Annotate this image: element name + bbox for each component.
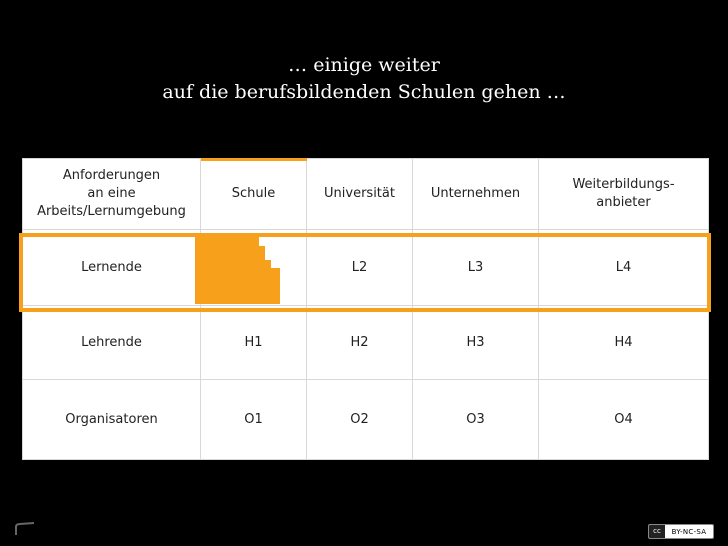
license-text: BY-NC-SA [671,527,707,536]
header-corner-line: an eine [87,186,136,201]
cc-icon: cc [649,525,665,538]
table-row-lernende [23,230,709,306]
header-universitaet: Universität [307,159,413,230]
slide-title-line2: auf die berufsbildenden Schulen gehen … [162,81,566,103]
header-corner [23,159,201,230]
table-row-organisatoren [23,380,709,460]
table-cell: O1 [201,380,307,460]
table-header-row [23,159,709,230]
row-label: Lernende [23,230,201,306]
table-row-lehrende [23,306,709,380]
row-label: Organisatoren [23,380,201,460]
table-cell: H4 [539,306,709,380]
table-cell: L4 [539,230,709,306]
slide-title [0,52,728,106]
table-cell: O2 [307,380,413,460]
header-line: Weiterbildungs- [572,177,675,192]
table-cell: L3 [413,230,539,306]
table-cell: O4 [539,380,709,460]
table-cell: H3 [413,306,539,380]
table-cell: L2 [307,230,413,306]
header-corner-line: Anforderungen [62,168,161,183]
header-line: anbieter [596,195,651,210]
highlight-notch [265,246,280,260]
requirements-table [22,158,709,460]
header-unternehmen: Unternehmen [413,159,539,230]
header-weiterbildungsanbieter [539,159,709,230]
highlight-notch [271,260,280,268]
requirements-table-container [22,158,708,459]
table-cell: H2 [307,306,413,380]
header-schule: Schule [201,159,307,230]
slide-title-line1: … einige weiter [288,54,440,76]
schule-column-accent [201,158,307,161]
header-corner-line: Arbeits/Lernumgebung [37,204,186,219]
corner-logo-icon [14,522,36,536]
table-cell: H1 [201,306,307,380]
row-label: Lehrende [23,306,201,380]
cc-license-badge [648,524,714,539]
highlight-notch [259,237,280,246]
table-cell: O3 [413,380,539,460]
